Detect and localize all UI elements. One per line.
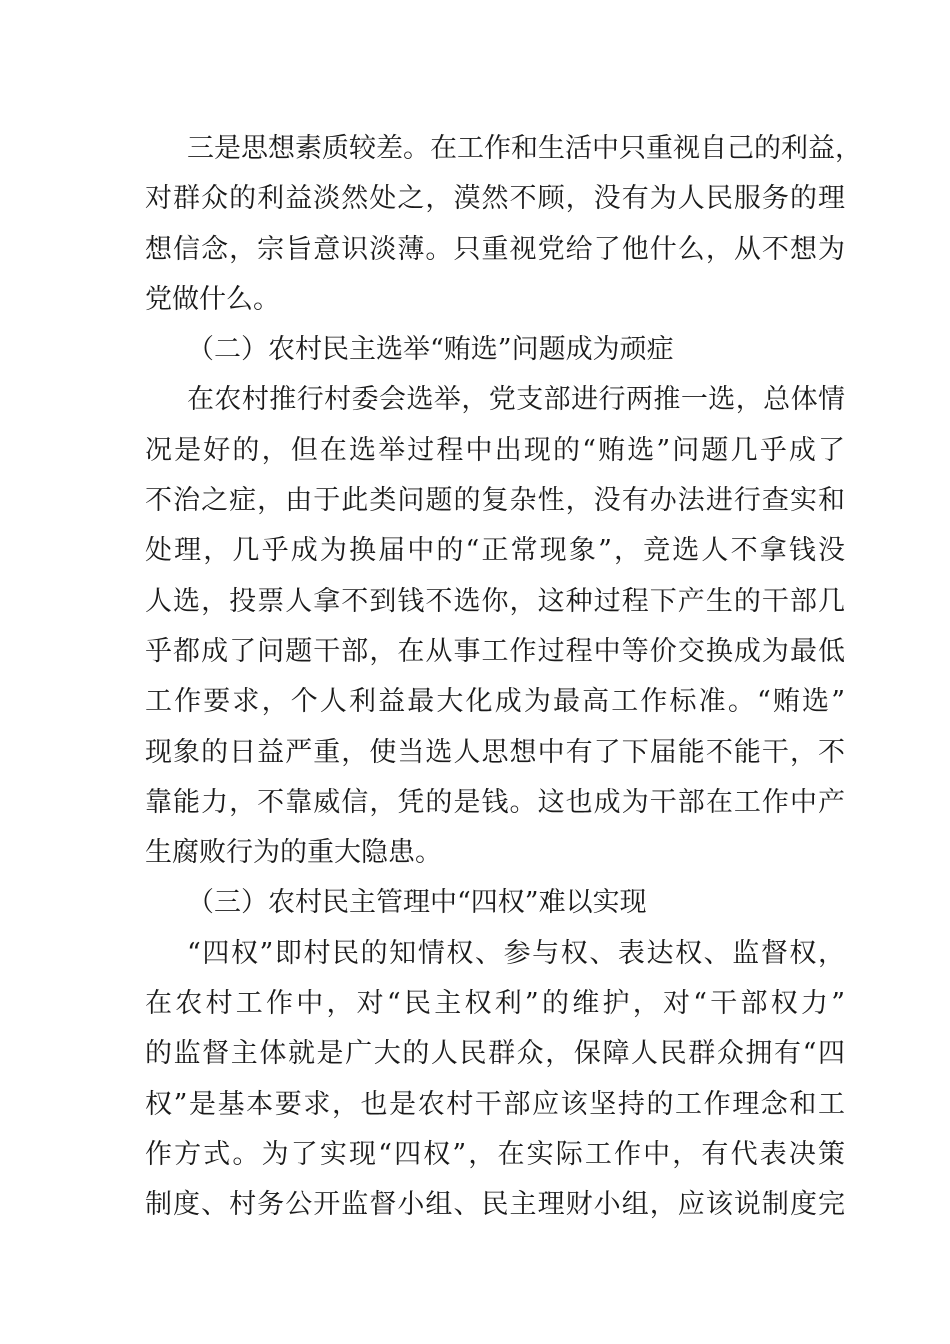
text-line: 况是好的，但在选举过程中出现的“贿选”问题几乎成了 <box>145 434 845 466</box>
text-line: 制度、村务公开监督小组、民主理财小组，应该说制度完 <box>145 1189 845 1221</box>
text-line: 人选，投票人拿不到钱不选你，这种过程下产生的干部几 <box>145 585 845 617</box>
text-line: 乎都成了问题干部，在从事工作过程中等价交换成为最低 <box>145 635 845 667</box>
text-line: 三是思想素质较差。在工作和生活中只重视自己的利益， <box>187 133 862 164</box>
text-line: 权”是基本要求，也是农村干部应该坚持的工作理念和工 <box>145 1088 845 1120</box>
text-line: 生腐败行为的重大隐患。 <box>145 837 442 869</box>
text-line: 想信念，宗旨意识淡薄。只重视党给了他什么，从不想为 <box>145 233 845 265</box>
text-line: 的监督主体就是广大的人民群众，保障人民群众拥有“四 <box>145 1038 845 1070</box>
text-line: “四权”即村民的知情权、参与权、表达权、监督权， <box>187 937 845 969</box>
text-line: 党做什么。 <box>145 283 280 315</box>
text-line: 不治之症，由于此类问题的复杂性，没有办法进行查实和 <box>145 485 845 517</box>
text-line: 处理，几乎成为换届中的“正常现象”，竞选人不拿钱没 <box>145 535 845 567</box>
text-line: 现象的日益严重，使当选人思想中有了下届能不能干，不 <box>145 736 845 768</box>
text-line: 靠能力，不靠威信，凭的是钱。这也成为干部在工作中产 <box>145 786 845 818</box>
text-line: （三）农村民主管理中“四权”难以实现 <box>187 887 647 919</box>
text-line: 在农村工作中，对“民主权利”的维护，对“干部权力” <box>145 988 845 1020</box>
text-line: 对群众的利益淡然处之，漠然不顾，没有为人民服务的理 <box>145 183 845 215</box>
text-line: （二）农村民主选举“贿选”问题成为顽症 <box>187 334 674 366</box>
document-body <box>145 124 862 1231</box>
text-line: 作方式。为了实现“四权”，在实际工作中，有代表决策 <box>145 1138 845 1170</box>
text-line: 在农村推行村委会选举，党支部进行两推一选，总体情 <box>187 384 845 416</box>
text-line: 工作要求，个人利益最大化成为最高工作标准。“贿选” <box>145 686 845 718</box>
